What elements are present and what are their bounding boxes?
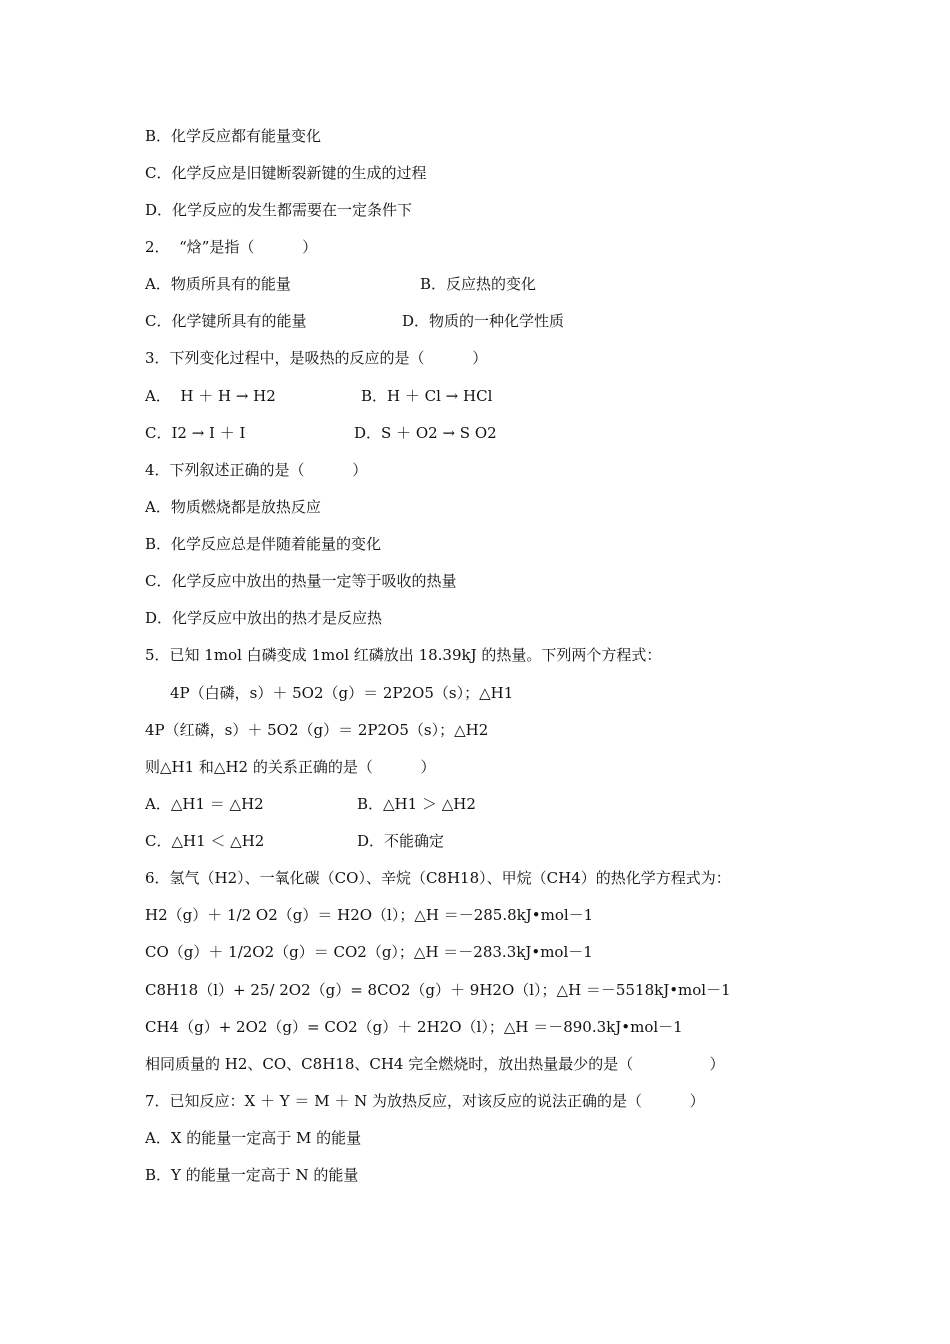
q7-stem: 7．已知反应：X ＋ Y ＝ M ＋ N 为放热反应，对该反应的说法正确的是（ ） bbox=[145, 1092, 705, 1110]
q3-option-b: B．H ＋ Cl → HCl bbox=[361, 387, 493, 405]
q2-option-a: A．物质所具有的能量 bbox=[145, 275, 291, 293]
q4-option-d: D．化学反应中放出的热才是反应热 bbox=[145, 609, 383, 627]
q4-option-c: C．化学反应中放出的热量一定等于吸收的热量 bbox=[145, 572, 457, 590]
q5-option-b: B．△H1 ＞ △H2 bbox=[357, 795, 476, 813]
q3-option-d: D．S ＋ O2 → S O2 bbox=[354, 424, 497, 442]
q5-stem: 5．已知 1mol 白磷变成 1mol 红磷放出 18.39kJ 的热量。下列两个方程式： bbox=[145, 646, 662, 664]
q3-option-c: C．I2 → I ＋ I bbox=[145, 424, 246, 442]
q2-option-d: D．物质的一种化学性质 bbox=[402, 312, 565, 330]
q4-option-b: B．化学反应总是伴随着能量的变化 bbox=[145, 535, 382, 553]
q1-option-b: B．化学反应都有能量变化 bbox=[145, 127, 322, 145]
q6-question: 相同质量的 H2、CO、C8H18、CH4 完全燃烧时，放出热量最少的是（ ） bbox=[145, 1055, 725, 1073]
q6-equation-h2: H2（g）＋ 1/2 O2（g）＝ H2O（l）；△H ＝－285.8kJ•mol－1 bbox=[145, 906, 594, 924]
q6-stem: 6．氢气（H2）、一氧化碳（CO）、辛烷（C8H18）、甲烷（CH4）的热化学方程式为： bbox=[145, 869, 731, 887]
q4-option-a: A．物质燃烧都是放热反应 bbox=[145, 498, 321, 516]
q4-stem: 4．下列叙述正确的是（ ） bbox=[145, 461, 368, 479]
q3-option-a: A． H ＋ H → H2 bbox=[145, 387, 276, 405]
q6-equation-ch4: CH4（g）+ 2O2（g）= CO2（g）＋ 2H2O（l）；△H ＝－890.3kJ•mol－1 bbox=[145, 1018, 683, 1036]
q5-option-d: D．不能确定 bbox=[357, 832, 445, 850]
q6-equation-co: CO（g）＋ 1/2O2（g）＝ CO2（g）；△H ＝－283.3kJ•mol－1 bbox=[145, 943, 593, 961]
q2-option-b: B．反应热的变化 bbox=[420, 275, 537, 293]
q5-equation-1: 4P（白磷，s）＋ 5O2（g）＝ 2P2O5（s）；△H1 bbox=[170, 684, 514, 702]
q6-equation-c8h18: C8H18（l）+ 25/ 2O2（g）= 8CO2（g）＋ 9H2O（l）；△H ＝－5518kJ•mol－1 bbox=[145, 981, 731, 999]
q1-option-d: D．化学反应的发生都需要在一定条件下 bbox=[145, 201, 413, 219]
q2-stem: 2． “焓”是指（ ） bbox=[145, 238, 318, 256]
q1-option-c: C．化学反应是旧键断裂新键的生成的过程 bbox=[145, 164, 427, 182]
q2-option-c: C．化学键所具有的能量 bbox=[145, 312, 307, 330]
q5-question: 则△H1 和△H2 的关系正确的是（ ） bbox=[145, 758, 436, 776]
q5-option-a: A．△H1 ＝ △H2 bbox=[145, 795, 264, 813]
q7-option-a: A．X 的能量一定高于 M 的能量 bbox=[145, 1129, 362, 1147]
q3-stem: 3．下列变化过程中，是吸热的反应的是（ ） bbox=[145, 349, 488, 367]
q7-option-b: B．Y 的能量一定高于 N 的能量 bbox=[145, 1166, 359, 1184]
q5-equation-2: 4P（红磷，s）＋ 5O2（g）＝ 2P2O5（s）；△H2 bbox=[145, 721, 489, 739]
q5-option-c: C．△H1 ＜ △H2 bbox=[145, 832, 265, 850]
